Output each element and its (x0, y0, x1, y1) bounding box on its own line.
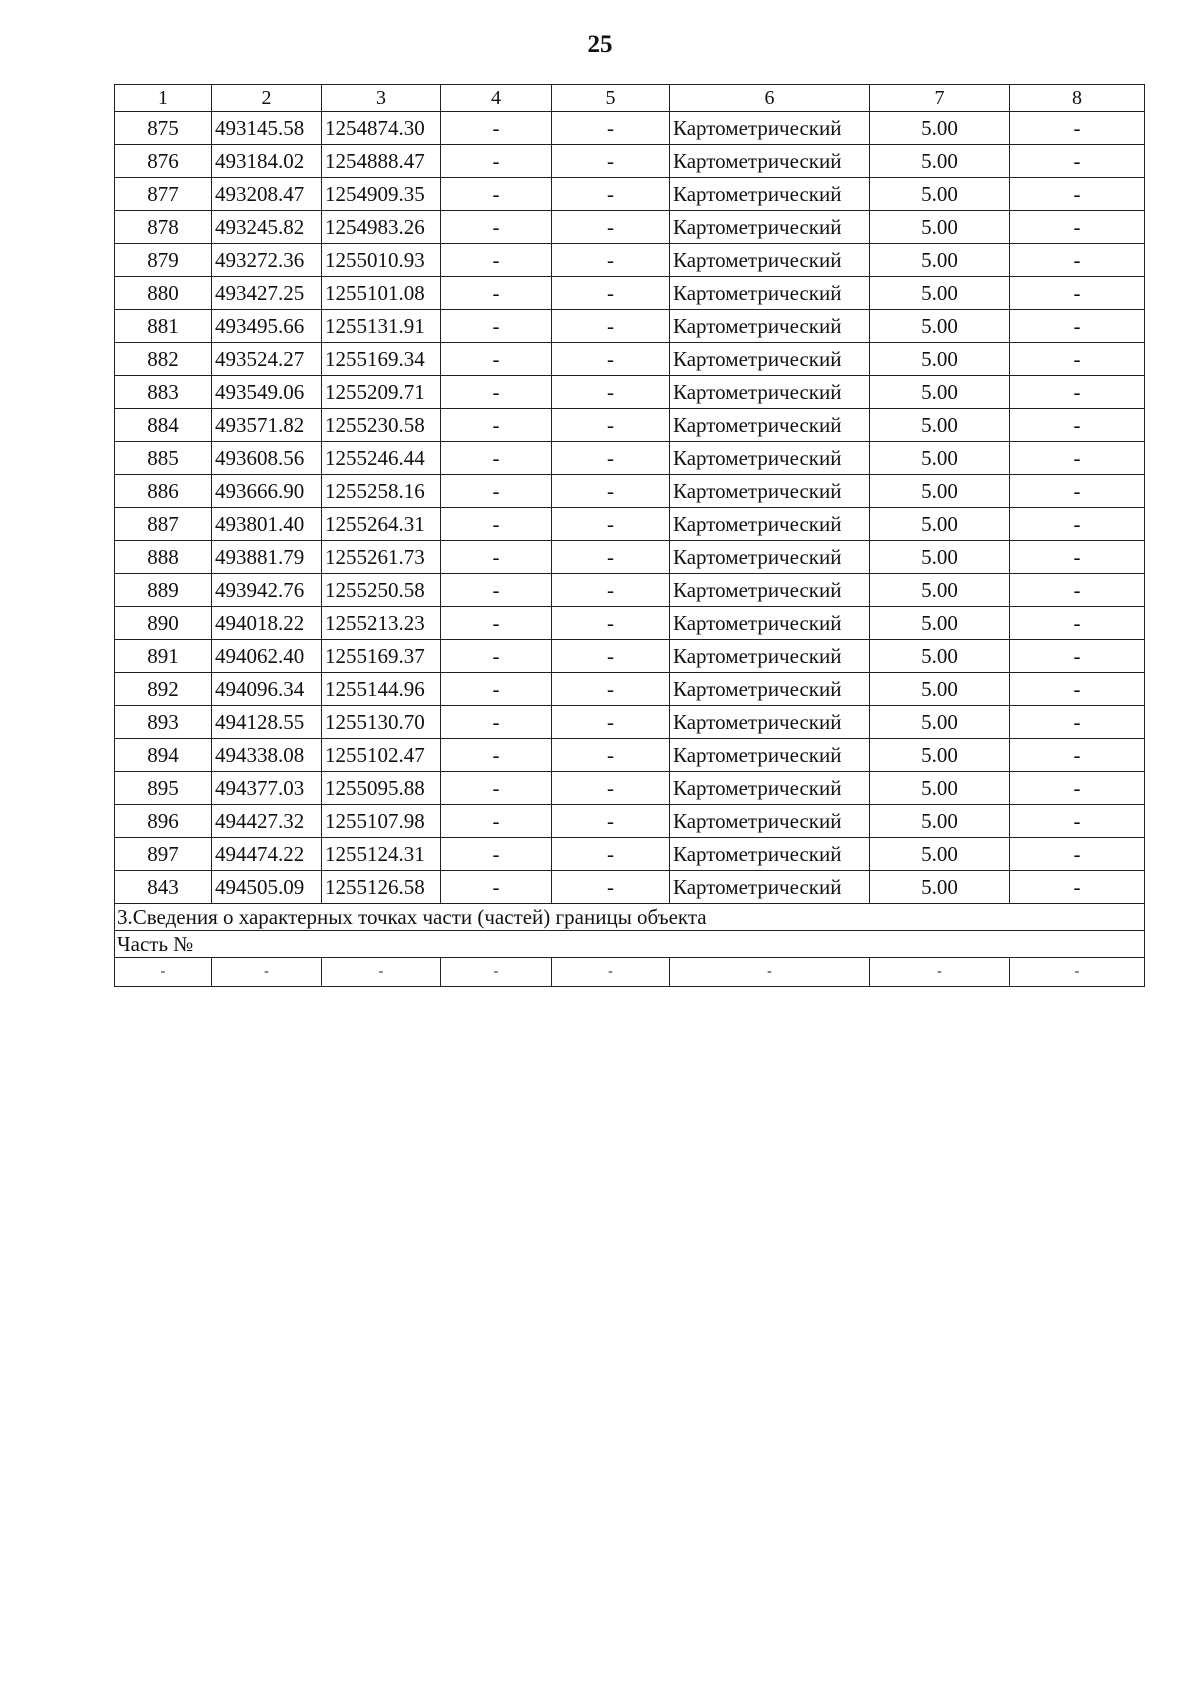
table-cell: - (441, 958, 552, 987)
table-cell: 1255130.70 (322, 706, 441, 739)
table-cell: - (552, 673, 670, 706)
table-cell: - (552, 607, 670, 640)
table-cell: Картометрический (670, 211, 870, 244)
table-cell: 881 (115, 310, 212, 343)
table-row (115, 145, 1145, 178)
table-row (115, 871, 1145, 904)
table-cell: 5.00 (870, 442, 1010, 475)
table-cell: 1254874.30 (322, 112, 441, 145)
table-header-row (115, 85, 1145, 112)
table-cell: - (441, 211, 552, 244)
table-cell: - (441, 838, 552, 871)
table-cell: - (1010, 343, 1145, 376)
table-cell: - (1010, 442, 1145, 475)
table-row (115, 277, 1145, 310)
table-cell: 1255250.58 (322, 574, 441, 607)
table-cell: 5.00 (870, 277, 1010, 310)
table-cell: - (212, 958, 322, 987)
table-cell: 5.00 (870, 706, 1010, 739)
table-cell: - (1010, 310, 1145, 343)
table-row (115, 211, 1145, 244)
table-cell: - (1010, 376, 1145, 409)
table-cell: - (1010, 409, 1145, 442)
table-cell: - (552, 475, 670, 508)
table-cell: - (1010, 706, 1145, 739)
table-cell: 494018.22 (212, 607, 322, 640)
table-cell: 1254909.35 (322, 178, 441, 211)
table-cell: 494338.08 (212, 739, 322, 772)
table-cell: - (441, 871, 552, 904)
table-row (115, 475, 1145, 508)
table-cell: - (1010, 244, 1145, 277)
table-cell: - (441, 805, 552, 838)
table-cell: - (552, 805, 670, 838)
table-cell: 888 (115, 541, 212, 574)
table-cell: Картометрический (670, 574, 870, 607)
table-row (115, 772, 1145, 805)
table-cell: - (441, 442, 552, 475)
part-label: Часть № (115, 931, 1145, 958)
table-cell: - (1010, 640, 1145, 673)
table-cell: 878 (115, 211, 212, 244)
table-cell: - (1010, 958, 1145, 987)
table-cell: - (441, 574, 552, 607)
table-cell: - (670, 958, 870, 987)
table-cell: Картометрический (670, 343, 870, 376)
table-cell: 5.00 (870, 838, 1010, 871)
table-cell: 843 (115, 871, 212, 904)
table-cell: - (1010, 112, 1145, 145)
column-header: 1 (115, 85, 212, 112)
table-cell: 494096.34 (212, 673, 322, 706)
table-cell: Картометрический (670, 277, 870, 310)
table-cell: Картометрический (670, 475, 870, 508)
table-cell: 889 (115, 574, 212, 607)
table-row (115, 541, 1145, 574)
table-cell: Картометрический (670, 310, 870, 343)
table-cell: - (441, 706, 552, 739)
table-cell: - (1010, 838, 1145, 871)
table-cell: 1255107.98 (322, 805, 441, 838)
table-cell: 5.00 (870, 211, 1010, 244)
table-cell: 896 (115, 805, 212, 838)
table-cell: - (552, 958, 670, 987)
table-cell: 5.00 (870, 409, 1010, 442)
table-cell: - (1010, 607, 1145, 640)
table-cell: 897 (115, 838, 212, 871)
page-number: 25 (587, 31, 613, 58)
table-row (115, 706, 1145, 739)
table-cell: 5.00 (870, 376, 1010, 409)
table-cell: Картометрический (670, 376, 870, 409)
table-row (115, 805, 1145, 838)
table-cell: - (1010, 211, 1145, 244)
table-cell: 875 (115, 112, 212, 145)
table-cell: - (441, 475, 552, 508)
table-cell: 882 (115, 343, 212, 376)
table-cell: - (441, 112, 552, 145)
table-row (115, 376, 1145, 409)
table-cell: 893 (115, 706, 212, 739)
table-row (115, 508, 1145, 541)
column-header: 5 (552, 85, 670, 112)
table-cell: 493495.66 (212, 310, 322, 343)
table-cell: - (1010, 739, 1145, 772)
table-row (115, 640, 1145, 673)
table-cell: 493571.82 (212, 409, 322, 442)
table-cell: Картометрический (670, 805, 870, 838)
table-cell: - (1010, 871, 1145, 904)
table-cell: - (1010, 805, 1145, 838)
table-cell: 5.00 (870, 112, 1010, 145)
table-cell: 5.00 (870, 178, 1010, 211)
table-row (115, 310, 1145, 343)
table-cell: 1255124.31 (322, 838, 441, 871)
table-cell: 884 (115, 409, 212, 442)
table-cell: - (441, 739, 552, 772)
table-cell: 5.00 (870, 871, 1010, 904)
table-cell: 883 (115, 376, 212, 409)
table-cell: 1255264.31 (322, 508, 441, 541)
table-cell: 1255126.58 (322, 871, 441, 904)
table-cell: Картометрический (670, 739, 870, 772)
table-cell: - (552, 871, 670, 904)
section-title-row (115, 904, 1145, 931)
table-cell: 5.00 (870, 673, 1010, 706)
table-cell: - (441, 343, 552, 376)
table-cell: - (1010, 277, 1145, 310)
table-row (115, 178, 1145, 211)
table-cell: Картометрический (670, 244, 870, 277)
table-cell: - (115, 958, 212, 987)
table-row (115, 838, 1145, 871)
table-cell: 493801.40 (212, 508, 322, 541)
table-cell: 493184.02 (212, 145, 322, 178)
part-label-row (115, 931, 1145, 958)
table-cell: - (322, 958, 441, 987)
coordinates-table (114, 84, 1145, 987)
table-cell: 494377.03 (212, 772, 322, 805)
table-cell: 494062.40 (212, 640, 322, 673)
table-cell: 886 (115, 475, 212, 508)
table-cell: - (441, 508, 552, 541)
table-cell: 1255209.71 (322, 376, 441, 409)
table-cell: - (552, 178, 670, 211)
table-cell: - (441, 178, 552, 211)
table-cell: Картометрический (670, 607, 870, 640)
table-cell: 5.00 (870, 475, 1010, 508)
table-cell: 493272.36 (212, 244, 322, 277)
table-cell: 5.00 (870, 739, 1010, 772)
table-cell: 5.00 (870, 772, 1010, 805)
table-cell: 1255246.44 (322, 442, 441, 475)
table-cell: 887 (115, 508, 212, 541)
table-cell: 5.00 (870, 244, 1010, 277)
table-cell: 1255258.16 (322, 475, 441, 508)
table-cell: 1255102.47 (322, 739, 441, 772)
table-cell: - (552, 508, 670, 541)
table-cell: - (552, 112, 670, 145)
table-cell: 5.00 (870, 607, 1010, 640)
table-cell: 1255010.93 (322, 244, 441, 277)
table-cell: 5.00 (870, 640, 1010, 673)
table-cell: Картометрический (670, 673, 870, 706)
table-cell: Картометрический (670, 145, 870, 178)
table-cell: 493245.82 (212, 211, 322, 244)
table-cell: 1255230.58 (322, 409, 441, 442)
table-cell: 493524.27 (212, 343, 322, 376)
table-cell: 5.00 (870, 343, 1010, 376)
table-cell: - (441, 277, 552, 310)
table-cell: - (552, 706, 670, 739)
table-cell: 5.00 (870, 574, 1010, 607)
table-cell: 5.00 (870, 805, 1010, 838)
table-cell: 1255144.96 (322, 673, 441, 706)
table-cell: 894 (115, 739, 212, 772)
table-cell: Картометрический (670, 442, 870, 475)
table-cell: 1255169.34 (322, 343, 441, 376)
table-cell: - (441, 640, 552, 673)
table-row (115, 673, 1145, 706)
table-cell: - (1010, 475, 1145, 508)
table-cell: 494505.09 (212, 871, 322, 904)
table-cell: - (1010, 541, 1145, 574)
table-cell: 494474.22 (212, 838, 322, 871)
table-cell: 876 (115, 145, 212, 178)
table-cell: 493145.58 (212, 112, 322, 145)
table-cell: - (552, 343, 670, 376)
table-cell: 494427.32 (212, 805, 322, 838)
table-cell: 493881.79 (212, 541, 322, 574)
table-cell: 5.00 (870, 508, 1010, 541)
table-cell: Картометрический (670, 838, 870, 871)
column-header: 4 (441, 85, 552, 112)
table-row (115, 607, 1145, 640)
column-header: 7 (870, 85, 1010, 112)
table-cell: 493942.76 (212, 574, 322, 607)
table-cell: - (552, 277, 670, 310)
table-cell: - (552, 376, 670, 409)
table-row (115, 409, 1145, 442)
table-cell: - (552, 442, 670, 475)
table-cell: Картометрический (670, 640, 870, 673)
table-cell: 1255131.91 (322, 310, 441, 343)
table-cell: - (1010, 574, 1145, 607)
table-cell: 493608.56 (212, 442, 322, 475)
table-cell: 895 (115, 772, 212, 805)
table-cell: - (1010, 772, 1145, 805)
table-cell: - (1010, 145, 1145, 178)
table-cell: 879 (115, 244, 212, 277)
table-cell: Картометрический (670, 409, 870, 442)
table-cell: - (441, 673, 552, 706)
table-cell: 891 (115, 640, 212, 673)
table-cell: Картометрический (670, 772, 870, 805)
table-cell: - (1010, 508, 1145, 541)
table-cell: 5.00 (870, 310, 1010, 343)
table-row (115, 442, 1145, 475)
table-cell: 1254888.47 (322, 145, 441, 178)
table-row (115, 739, 1145, 772)
column-header: 6 (670, 85, 870, 112)
section-title: 3.Сведения о характерных точках части (частей) границы объекта (115, 904, 1145, 931)
table-cell: - (441, 244, 552, 277)
table-cell: 1255213.23 (322, 607, 441, 640)
table-cell: 885 (115, 442, 212, 475)
table-cell: 892 (115, 673, 212, 706)
table-row (115, 112, 1145, 145)
table-cell: 5.00 (870, 541, 1010, 574)
table-cell: 1255261.73 (322, 541, 441, 574)
table-cell: - (870, 958, 1010, 987)
table-cell: - (552, 772, 670, 805)
table-row (115, 244, 1145, 277)
table-cell: - (552, 574, 670, 607)
table-cell: 1255095.88 (322, 772, 441, 805)
table-cell: 880 (115, 277, 212, 310)
table-cell: 1254983.26 (322, 211, 441, 244)
table-cell: - (552, 409, 670, 442)
table-cell: - (552, 145, 670, 178)
table-row (115, 343, 1145, 376)
table-cell: 1255169.37 (322, 640, 441, 673)
table-cell: 1255101.08 (322, 277, 441, 310)
table-cell: - (552, 211, 670, 244)
table-cell: - (552, 640, 670, 673)
table-cell: 493427.25 (212, 277, 322, 310)
table-cell: 5.00 (870, 145, 1010, 178)
column-header: 3 (322, 85, 441, 112)
table-row (115, 574, 1145, 607)
column-header: 8 (1010, 85, 1145, 112)
table-cell: 493549.06 (212, 376, 322, 409)
table-cell: 494128.55 (212, 706, 322, 739)
table-cell: - (552, 739, 670, 772)
empty-part-row (115, 958, 1145, 987)
table-cell: - (1010, 673, 1145, 706)
table-cell: Картометрический (670, 178, 870, 211)
table-cell: 493666.90 (212, 475, 322, 508)
table-body (115, 85, 1145, 987)
table-cell: - (552, 244, 670, 277)
table-cell: - (441, 376, 552, 409)
table-cell: 890 (115, 607, 212, 640)
table-cell: - (552, 838, 670, 871)
table-cell: - (1010, 178, 1145, 211)
table-cell: - (441, 145, 552, 178)
table-cell: Картометрический (670, 541, 870, 574)
table-cell: 877 (115, 178, 212, 211)
table-cell: - (441, 541, 552, 574)
table-cell: - (552, 541, 670, 574)
table-cell: Картометрический (670, 508, 870, 541)
table-cell: - (441, 310, 552, 343)
table-cell: Картометрический (670, 706, 870, 739)
table-cell: Картометрический (670, 112, 870, 145)
column-header: 2 (212, 85, 322, 112)
table-cell: - (441, 772, 552, 805)
table-cell: 493208.47 (212, 178, 322, 211)
table-cell: Картометрический (670, 871, 870, 904)
table-cell: - (441, 409, 552, 442)
table-cell: - (441, 607, 552, 640)
table-cell: - (552, 310, 670, 343)
